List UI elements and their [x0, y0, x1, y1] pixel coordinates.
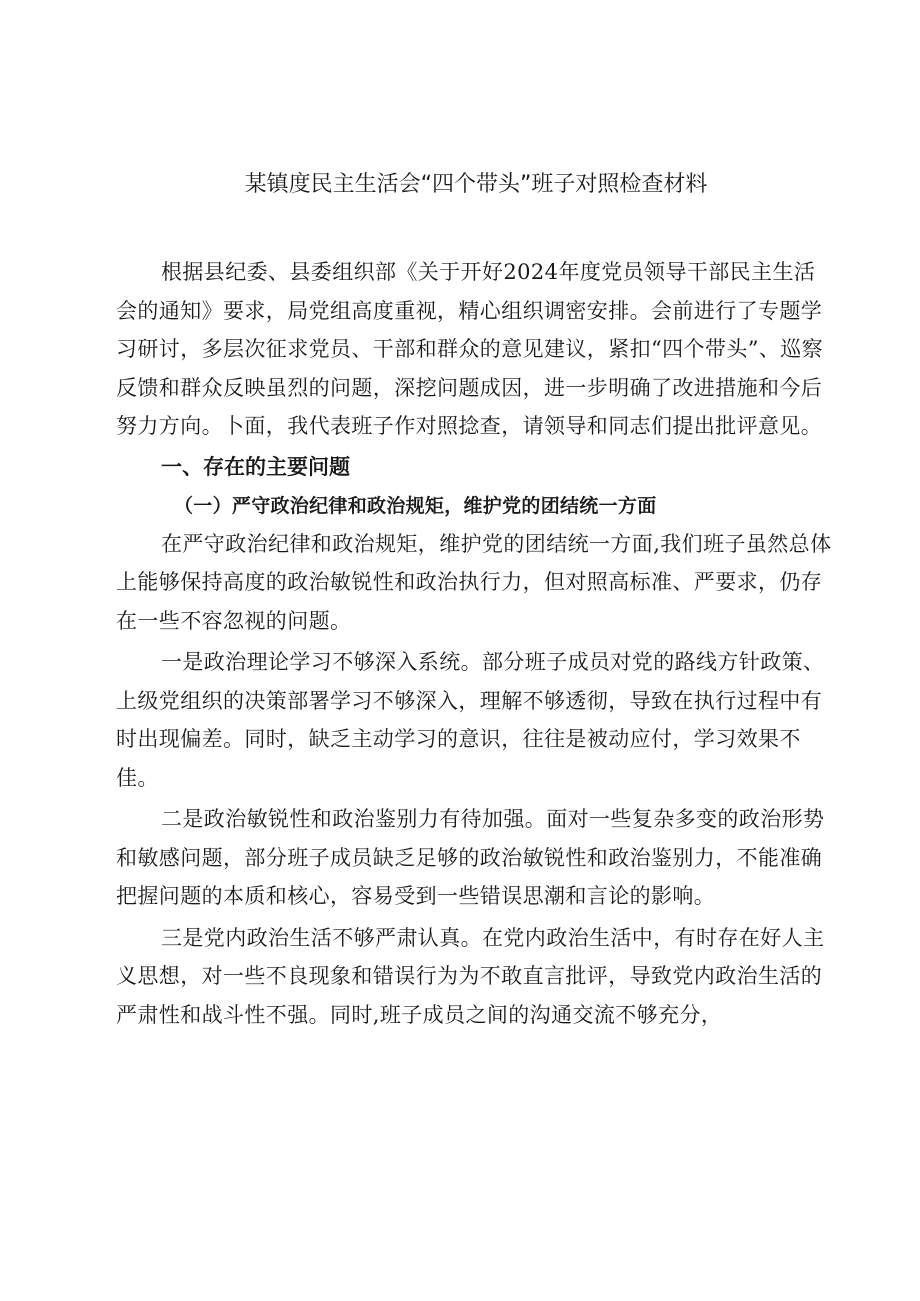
- intro-paragraph: 根据县纪委、县委组织部《关于开好2024年度党员领导干部民主生活会的通知》要求，局党组高度重视，精心组织调密安排。会前进行了专题学习研讨，多层次征求党员、干部和群众的意见建议，紧扣“四个带头”、巡察反馈和群众反映虽烈的问题，深挖问题成因，进一步明确了改进措施和今后努力方向。卜面，我代表班子作对照捻查，请领导和同志们提出批评意见。: [116, 260, 824, 438]
- section-heading-main-problems: 一、存在的主要问题: [161, 454, 350, 479]
- body-paragraph-point-one: 一是政治理论学习不够深入系统。部分班子成员对党的路线方针政策、上级党组织的决策部署学习不够深入，理解不够透彻，导致在执行过程中有时出现偏差。同时，缺乏主动学习的意识，往往是被动应付，学习效果不佳。: [116, 650, 825, 790]
- body-paragraph-overview: 在严守政治纪律和政治规矩，维护党的团结统一方面,我们班子虽然总体上能够保持高度的政治敏锐性和政治执行力，但对照高标准、严要求，仍存在一些不容忽视的问题。: [116, 531, 832, 633]
- body-paragraph-point-three: 三是党内政治生活不够严肃认真。在党内政治生活中，有时存在好人主义思想，对一些不良现象和错误行为为不敢直言批评，导致党内政治生活的严肃性和战斗性不强。同时,班子成员之间的沟通交流不够充分，: [116, 925, 825, 1027]
- subsection-heading-political-discipline: （一）严守政治纪律和政治规矩，维护党的团结统一方面: [174, 494, 657, 517]
- body-paragraph-point-two: 二是政治敏锐性和政治鉴别力有待加强。面对一些复杂多变的政治形势和敏感问题，部分班子成员缺乏足够的政治敏锐性和政治鉴别力，不能准确把握问题的本质和核心，容易受到一些错误思潮和言论的影响。: [116, 807, 825, 908]
- document-title: 某镇度民主生活会“四个带头”班子对照检查材料: [244, 172, 708, 197]
- document-body: [116, 168, 836, 1034]
